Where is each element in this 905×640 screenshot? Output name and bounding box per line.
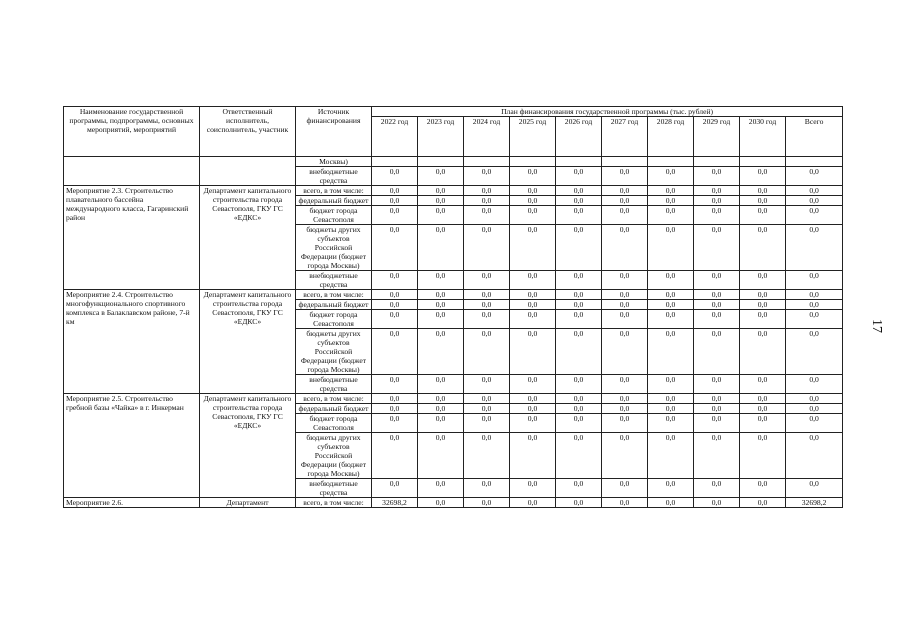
page-number: 17 <box>869 319 884 333</box>
value-cell: 0,0 <box>464 300 510 310</box>
value-cell: 0,0 <box>556 498 602 508</box>
value-cell: 0,0 <box>786 404 843 414</box>
value-cell: 0,0 <box>464 271 510 290</box>
value-cell <box>418 157 464 167</box>
value-cell: 0,0 <box>418 375 464 394</box>
value-cell <box>510 157 556 167</box>
value-cell: 0,0 <box>648 290 694 300</box>
value-cell: 0,0 <box>510 414 556 433</box>
value-cell: 0,0 <box>372 329 418 375</box>
value-cell: 0,0 <box>556 206 602 225</box>
value-cell: 0,0 <box>648 433 694 479</box>
value-cell: 0,0 <box>740 300 786 310</box>
value-cell: 0,0 <box>602 329 648 375</box>
value-cell: 0,0 <box>464 310 510 329</box>
value-cell: 0,0 <box>556 196 602 206</box>
value-cell: 0,0 <box>418 479 464 498</box>
value-cell <box>786 157 843 167</box>
value-cell: 0,0 <box>372 225 418 271</box>
value-cell: 0,0 <box>510 206 556 225</box>
value-cell: 0,0 <box>418 404 464 414</box>
value-cell: 0,0 <box>648 479 694 498</box>
value-cell <box>372 157 418 167</box>
value-cell: 0,0 <box>372 310 418 329</box>
value-cell: 0,0 <box>648 498 694 508</box>
source-cell: бюджеты других субъектов Российской Федерации (бюджет города Москвы) <box>296 433 372 479</box>
source-cell: бюджеты других субъектов Российской Федерации (бюджет города Москвы) <box>296 225 372 271</box>
value-cell <box>464 157 510 167</box>
source-cell: внебюджетные средства <box>296 271 372 290</box>
value-cell: 0,0 <box>786 206 843 225</box>
value-cell: 0,0 <box>418 290 464 300</box>
value-cell: 0,0 <box>648 375 694 394</box>
value-cell: 0,0 <box>602 225 648 271</box>
value-cell: 0,0 <box>648 206 694 225</box>
value-cell: 0,0 <box>740 404 786 414</box>
value-cell: 0,0 <box>602 290 648 300</box>
value-cell: 0,0 <box>372 479 418 498</box>
value-cell: 0,0 <box>464 329 510 375</box>
value-cell: 0,0 <box>372 167 418 186</box>
header-source: Источник финансирования <box>296 107 372 157</box>
value-cell: 0,0 <box>418 394 464 404</box>
value-cell: 0,0 <box>740 206 786 225</box>
value-cell: 0,0 <box>786 375 843 394</box>
value-cell: 0,0 <box>372 271 418 290</box>
value-cell: 0,0 <box>602 206 648 225</box>
value-cell: 0,0 <box>694 225 740 271</box>
source-cell: всего, в том числе: <box>296 290 372 300</box>
value-cell: 0,0 <box>602 394 648 404</box>
value-cell: 0,0 <box>464 414 510 433</box>
value-cell: 0,0 <box>418 206 464 225</box>
value-cell: 0,0 <box>740 310 786 329</box>
value-cell: 0,0 <box>418 196 464 206</box>
value-cell <box>602 157 648 167</box>
value-cell: 0,0 <box>648 329 694 375</box>
measure-responsible: Департамент <box>200 498 296 508</box>
header-year: 2026 год <box>556 117 602 157</box>
measure-responsible: Департамент капитального строительства города Севастополя, ГКУ ГС «ЕДКС» <box>200 394 296 498</box>
value-cell: 0,0 <box>786 271 843 290</box>
value-cell: 0,0 <box>694 498 740 508</box>
value-cell: 0,0 <box>372 414 418 433</box>
value-cell: 0,0 <box>418 271 464 290</box>
value-cell: 0,0 <box>556 375 602 394</box>
value-cell: 0,0 <box>464 196 510 206</box>
value-cell: 0,0 <box>740 375 786 394</box>
value-cell: 32698,2 <box>786 498 843 508</box>
value-cell: 0,0 <box>648 404 694 414</box>
source-cell: федеральный бюджет <box>296 300 372 310</box>
value-cell: 32698,2 <box>372 498 418 508</box>
value-cell: 0,0 <box>648 310 694 329</box>
value-cell: 0,0 <box>694 206 740 225</box>
value-cell: 0,0 <box>602 300 648 310</box>
value-cell: 0,0 <box>464 186 510 196</box>
value-cell: 0,0 <box>740 290 786 300</box>
value-cell: 0,0 <box>786 479 843 498</box>
value-cell: 0,0 <box>602 498 648 508</box>
header-year: 2030 год <box>740 117 786 157</box>
value-cell: 0,0 <box>510 271 556 290</box>
value-cell: 0,0 <box>556 271 602 290</box>
source-cell: бюджет города Севастополя <box>296 310 372 329</box>
source-cell: бюджеты других субъектов Российской Федерации (бюджет города Москвы) <box>296 329 372 375</box>
header-plan: План финансирования государственной программы (тыс. рублей) <box>372 107 843 117</box>
value-cell: 0,0 <box>510 498 556 508</box>
value-cell: 0,0 <box>464 498 510 508</box>
value-cell: 0,0 <box>740 479 786 498</box>
value-cell: 0,0 <box>694 167 740 186</box>
value-cell: 0,0 <box>556 329 602 375</box>
value-cell: 0,0 <box>510 300 556 310</box>
value-cell: 0,0 <box>740 271 786 290</box>
value-cell: 0,0 <box>418 433 464 479</box>
value-cell: 0,0 <box>418 414 464 433</box>
value-cell: 0,0 <box>464 167 510 186</box>
source-cell: Москвы) <box>296 157 372 167</box>
value-cell: 0,0 <box>602 375 648 394</box>
value-cell: 0,0 <box>464 479 510 498</box>
value-cell: 0,0 <box>464 375 510 394</box>
measure-responsible: Департамент капитального строительства города Севастополя, ГКУ ГС «ЕДКС» <box>200 290 296 394</box>
value-cell: 0,0 <box>510 479 556 498</box>
source-cell: всего, в том числе: <box>296 394 372 404</box>
value-cell: 0,0 <box>694 290 740 300</box>
value-cell: 0,0 <box>648 225 694 271</box>
value-cell: 0,0 <box>510 310 556 329</box>
source-cell: бюджет города Севастополя <box>296 206 372 225</box>
value-cell <box>556 157 602 167</box>
value-cell: 0,0 <box>694 196 740 206</box>
value-cell: 0,0 <box>740 329 786 375</box>
value-cell: 0,0 <box>694 310 740 329</box>
value-cell: 0,0 <box>602 433 648 479</box>
value-cell: 0,0 <box>556 290 602 300</box>
table-row <box>64 290 843 300</box>
value-cell: 0,0 <box>694 271 740 290</box>
value-cell: 0,0 <box>418 167 464 186</box>
header-year: Всего <box>786 117 843 157</box>
value-cell: 0,0 <box>556 225 602 271</box>
value-cell: 0,0 <box>694 414 740 433</box>
value-cell: 0,0 <box>602 271 648 290</box>
value-cell: 0,0 <box>648 271 694 290</box>
value-cell: 0,0 <box>556 394 602 404</box>
measure-name: Мероприятие 2.3. Строительство плавательного бассейна международного класса, Гагаринский район <box>64 186 200 290</box>
value-cell: 0,0 <box>694 479 740 498</box>
value-cell: 0,0 <box>740 498 786 508</box>
value-cell: 0,0 <box>372 394 418 404</box>
responsible-cell <box>200 157 296 186</box>
value-cell: 0,0 <box>740 186 786 196</box>
value-cell: 0,0 <box>740 414 786 433</box>
value-cell: 0,0 <box>786 310 843 329</box>
header-year: 2024 год <box>464 117 510 157</box>
source-cell: федеральный бюджет <box>296 404 372 414</box>
source-cell: внебюджетные средства <box>296 375 372 394</box>
value-cell: 0,0 <box>786 433 843 479</box>
value-cell: 0,0 <box>740 167 786 186</box>
value-cell: 0,0 <box>372 206 418 225</box>
value-cell: 0,0 <box>510 329 556 375</box>
value-cell: 0,0 <box>372 300 418 310</box>
value-cell: 0,0 <box>372 196 418 206</box>
value-cell: 0,0 <box>556 167 602 186</box>
value-cell: 0,0 <box>786 290 843 300</box>
value-cell: 0,0 <box>464 206 510 225</box>
value-cell: 0,0 <box>510 186 556 196</box>
table-row <box>64 394 843 404</box>
value-cell: 0,0 <box>510 196 556 206</box>
value-cell: 0,0 <box>694 433 740 479</box>
value-cell: 0,0 <box>372 375 418 394</box>
financing-table <box>63 106 843 508</box>
table-row <box>64 186 843 196</box>
source-cell: бюджет города Севастополя <box>296 414 372 433</box>
source-cell: всего, в том числе: <box>296 186 372 196</box>
header-responsible: Ответственный исполнитель, соисполнитель, участник <box>200 107 296 157</box>
measure-name: Мероприятие 2.4. Строительство многофункционального спортивного комплекса в Балаклавском районе, 7-й км <box>64 290 200 394</box>
value-cell: 0,0 <box>418 225 464 271</box>
value-cell: 0,0 <box>602 404 648 414</box>
value-cell: 0,0 <box>464 433 510 479</box>
header-year: 2027 год <box>602 117 648 157</box>
source-cell: федеральный бюджет <box>296 196 372 206</box>
header-name: Наименование государственной программы, подпрограммы, основных мероприятий, мероприятий <box>64 107 200 157</box>
value-cell: 0,0 <box>786 394 843 404</box>
value-cell: 0,0 <box>510 375 556 394</box>
header-year: 2023 год <box>418 117 464 157</box>
header-year: 2025 год <box>510 117 556 157</box>
value-cell: 0,0 <box>418 329 464 375</box>
value-cell: 0,0 <box>510 433 556 479</box>
header-year: 2029 год <box>694 117 740 157</box>
value-cell: 0,0 <box>740 394 786 404</box>
value-cell: 0,0 <box>372 404 418 414</box>
value-cell: 0,0 <box>418 300 464 310</box>
value-cell: 0,0 <box>740 433 786 479</box>
measure-name: Мероприятие 2.5. Строительство гребной базы «Чайка» в г. Инкерман <box>64 394 200 498</box>
value-cell: 0,0 <box>602 310 648 329</box>
value-cell: 0,0 <box>648 300 694 310</box>
header-year: 2028 год <box>648 117 694 157</box>
table-row <box>64 157 843 167</box>
source-cell: всего, в том числе: <box>296 498 372 508</box>
value-cell: 0,0 <box>648 196 694 206</box>
value-cell: 0,0 <box>556 300 602 310</box>
value-cell: 0,0 <box>602 414 648 433</box>
value-cell: 0,0 <box>372 433 418 479</box>
value-cell: 0,0 <box>694 329 740 375</box>
source-cell: внебюджетные средства <box>296 479 372 498</box>
value-cell <box>648 157 694 167</box>
value-cell: 0,0 <box>740 196 786 206</box>
value-cell: 0,0 <box>464 225 510 271</box>
value-cell: 0,0 <box>372 290 418 300</box>
value-cell: 0,0 <box>602 186 648 196</box>
table-row <box>64 498 843 508</box>
value-cell: 0,0 <box>786 329 843 375</box>
value-cell: 0,0 <box>556 310 602 329</box>
value-cell: 0,0 <box>372 186 418 196</box>
value-cell: 0,0 <box>602 479 648 498</box>
value-cell: 0,0 <box>556 433 602 479</box>
value-cell: 0,0 <box>648 186 694 196</box>
value-cell: 0,0 <box>786 414 843 433</box>
measure-name: Мероприятие 2.6. <box>64 498 200 508</box>
value-cell: 0,0 <box>648 394 694 404</box>
value-cell: 0,0 <box>786 225 843 271</box>
value-cell <box>694 157 740 167</box>
value-cell: 0,0 <box>418 498 464 508</box>
header-year: 2022 год <box>372 117 418 157</box>
value-cell: 0,0 <box>648 414 694 433</box>
value-cell: 0,0 <box>694 186 740 196</box>
value-cell: 0,0 <box>556 186 602 196</box>
value-cell: 0,0 <box>510 225 556 271</box>
value-cell: 0,0 <box>648 167 694 186</box>
value-cell: 0,0 <box>556 414 602 433</box>
value-cell: 0,0 <box>556 404 602 414</box>
value-cell <box>740 157 786 167</box>
value-cell: 0,0 <box>740 225 786 271</box>
value-cell: 0,0 <box>510 167 556 186</box>
value-cell: 0,0 <box>510 394 556 404</box>
value-cell: 0,0 <box>602 167 648 186</box>
value-cell: 0,0 <box>602 196 648 206</box>
value-cell: 0,0 <box>464 290 510 300</box>
value-cell: 0,0 <box>786 300 843 310</box>
value-cell: 0,0 <box>510 290 556 300</box>
value-cell: 0,0 <box>694 300 740 310</box>
value-cell: 0,0 <box>786 167 843 186</box>
value-cell: 0,0 <box>418 310 464 329</box>
value-cell: 0,0 <box>418 186 464 196</box>
name-cell <box>64 157 200 186</box>
value-cell: 0,0 <box>464 394 510 404</box>
measure-responsible: Департамент капитального строительства города Севастополя, ГКУ ГС «ЕДКС» <box>200 186 296 290</box>
value-cell: 0,0 <box>556 479 602 498</box>
value-cell: 0,0 <box>694 394 740 404</box>
value-cell: 0,0 <box>510 404 556 414</box>
value-cell: 0,0 <box>464 404 510 414</box>
value-cell: 0,0 <box>694 404 740 414</box>
value-cell: 0,0 <box>786 196 843 206</box>
value-cell: 0,0 <box>786 186 843 196</box>
source-cell: внебюджетные средства <box>296 167 372 186</box>
value-cell: 0,0 <box>694 375 740 394</box>
